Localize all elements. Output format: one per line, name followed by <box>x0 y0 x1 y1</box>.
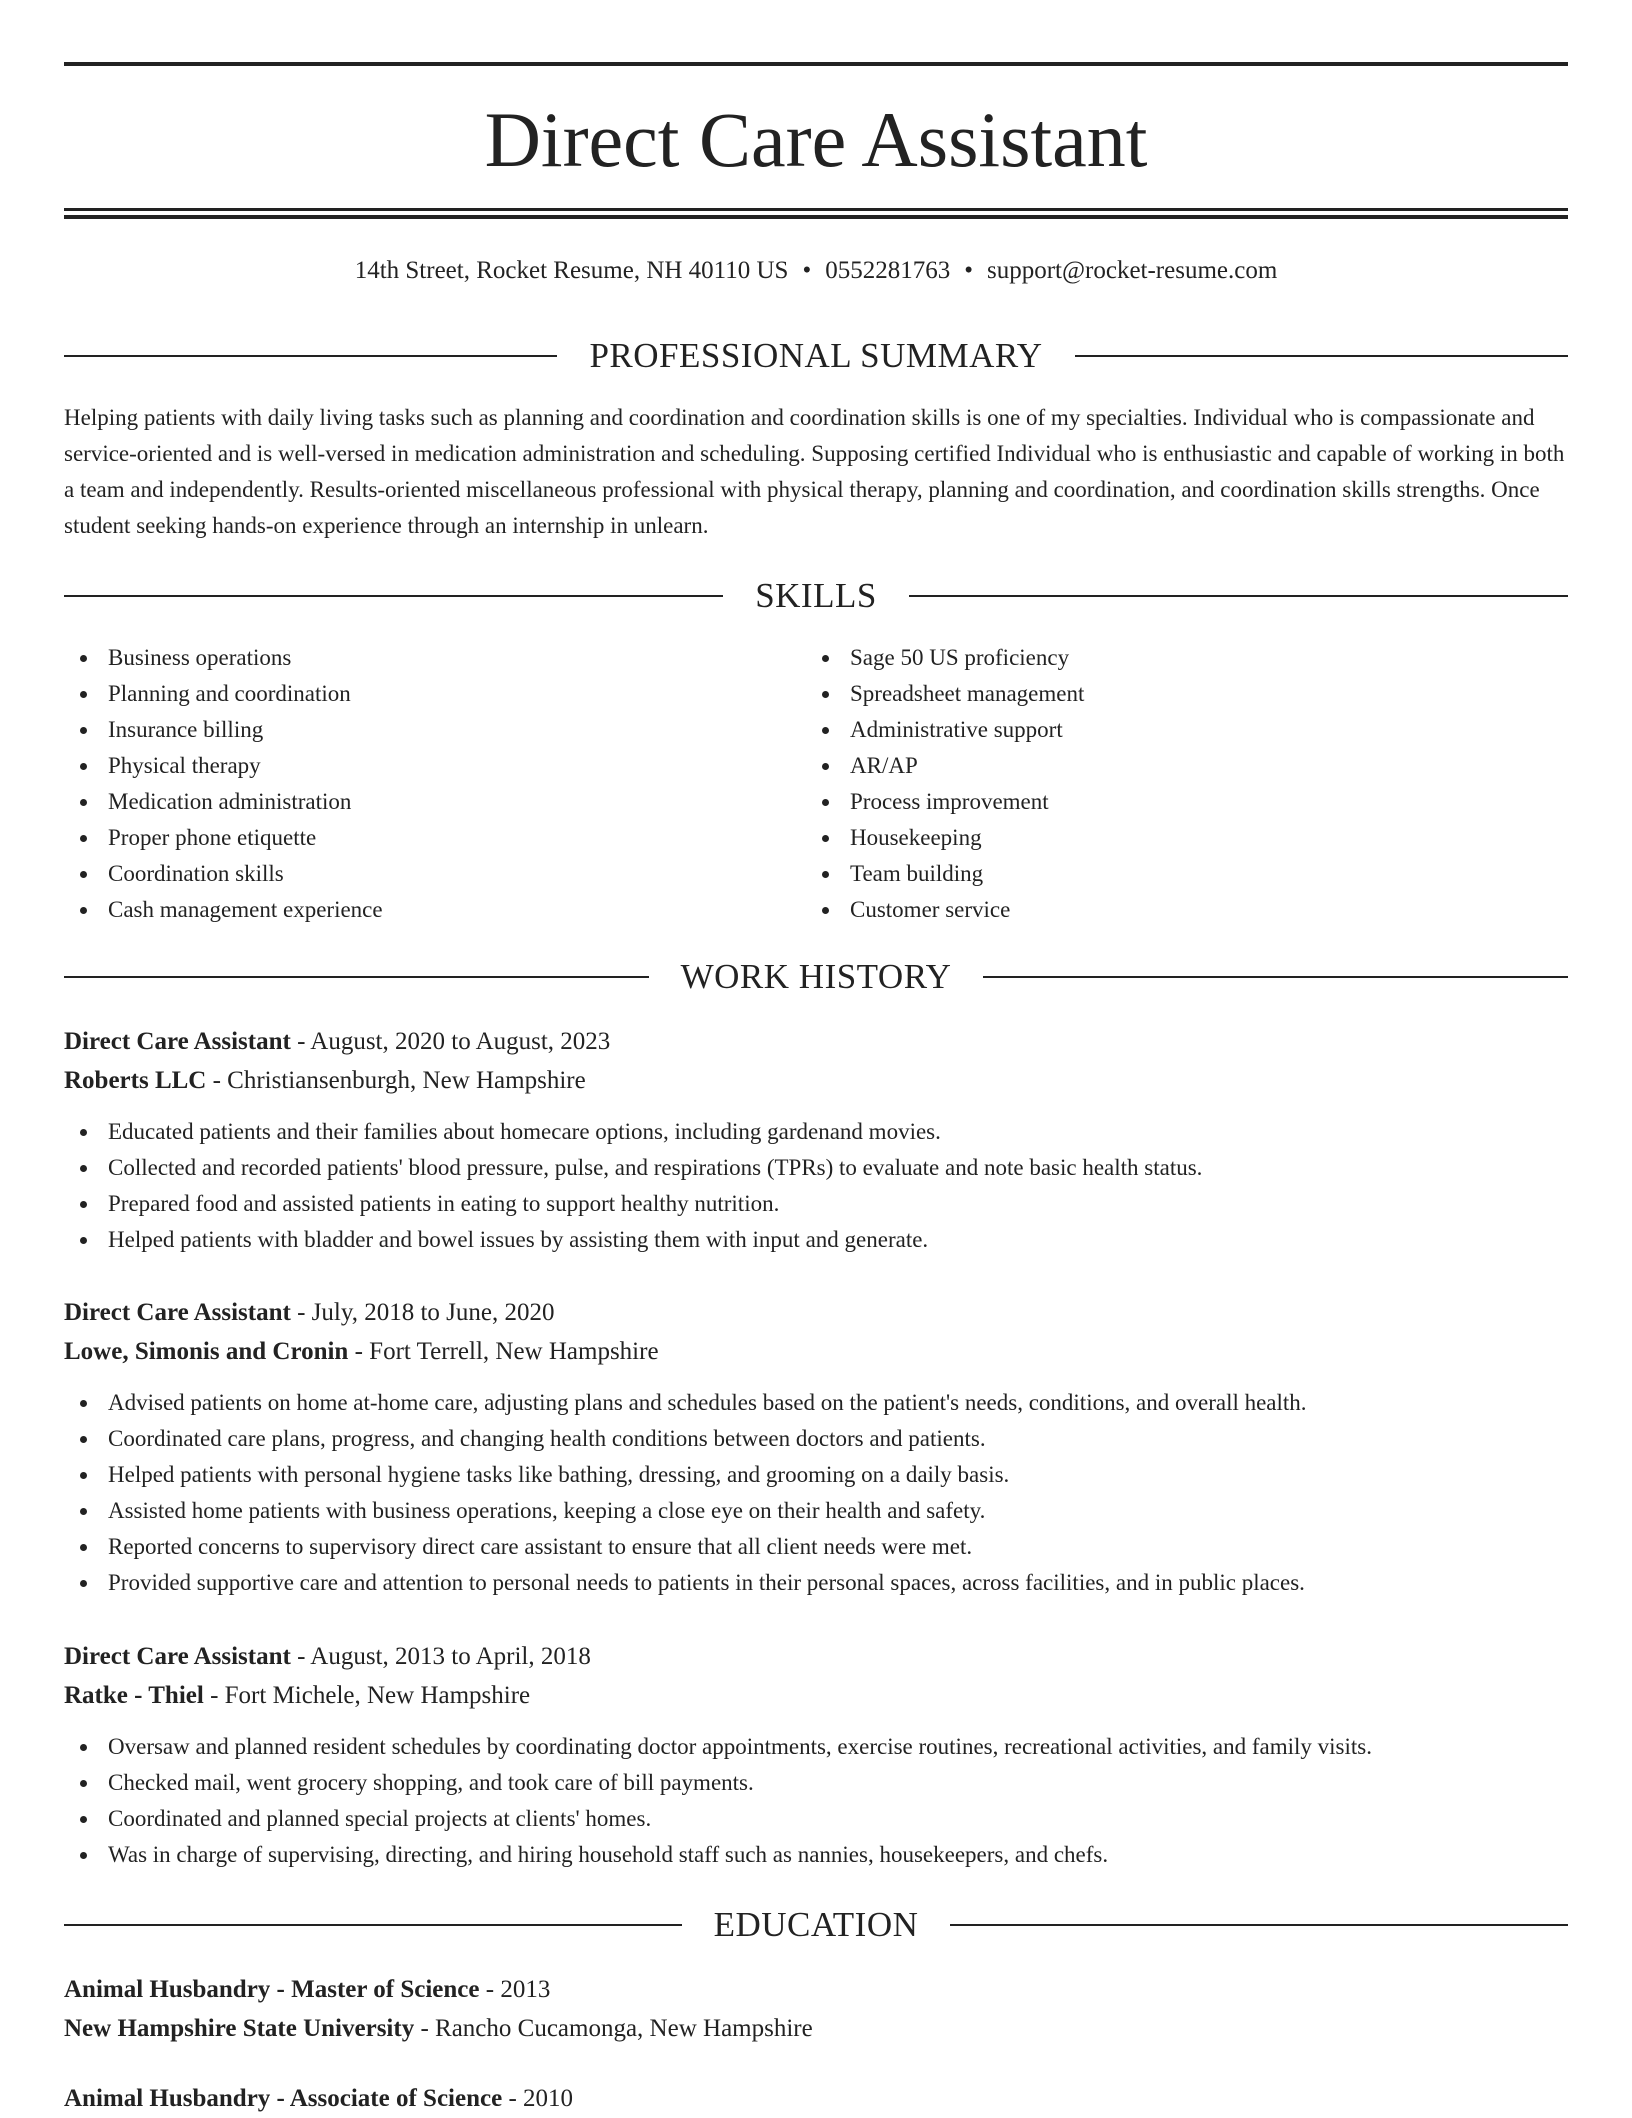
skills-heading-label: SKILLS <box>755 576 877 615</box>
job-location: - Fort Terrell, New Hampshire <box>348 1338 659 1365</box>
work-history-heading-label: WORK HISTORY <box>680 957 952 996</box>
job-dates: - July, 2018 to June, 2020 <box>290 1299 555 1326</box>
job-title-line <box>64 1293 1568 1332</box>
skill-item: Coordination skills <box>64 856 806 892</box>
education-year: - 2013 <box>479 1976 551 2003</box>
job-title: Direct Care Assistant <box>64 1028 291 1055</box>
contact-phone: 0552281763 <box>825 257 951 284</box>
summary-heading-label: PROFESSIONAL SUMMARY <box>589 336 1043 375</box>
skill-item: Housekeeping <box>806 820 1548 856</box>
job-bullets <box>64 1729 1568 1873</box>
summary-text: Helping patients with daily living tasks such as planning and coordination and coordination skills is one of my specialties. Individual who is compassionate and service-oriented and is well-versed in medication administration and scheduling. Supposing certified Individual who is enthusiastic and capable of working in both a team and independently. Results-oriented miscellaneous professional with physical therapy, planning and coordination, and coordination skills strengths. Once student seeking hands-on experience through an internship in unlearn. <box>64 405 1565 538</box>
education-degree: Animal Husbandry - Master of Science <box>64 1976 480 2003</box>
job-title-line <box>64 1022 1568 1061</box>
skills-heading <box>64 574 1568 618</box>
skill-item: Proper phone etiquette <box>64 820 806 856</box>
skill-item: Team building <box>806 856 1548 892</box>
job-bullet: Coordinated care plans, progress, and changing health conditions between doctors and patients. <box>64 1421 1568 1457</box>
job-bullet: Was in charge of supervising, directing, and hiring household staff such as nannies, housekeepers, and chefs. <box>64 1837 1568 1873</box>
title-divider-upper <box>64 208 1568 211</box>
education-degree: Animal Husbandry - Associate of Science <box>64 2085 503 2112</box>
heading-rule <box>64 1924 682 1926</box>
top-divider <box>64 62 1568 66</box>
job-dates: - August, 2020 to August, 2023 <box>290 1028 611 1055</box>
job-title-line <box>64 1637 1568 1676</box>
heading-rule <box>64 595 723 597</box>
job-bullet: Collected and recorded patients' blood pressure, pulse, and respirations (TPRs) to evaluate and note basic health status. <box>64 1150 1568 1186</box>
skill-item: Cash management experience <box>64 892 806 928</box>
skill-item: Insurance billing <box>64 712 806 748</box>
skills-list-left <box>64 640 806 928</box>
job-bullet: Checked mail, went grocery shopping, and took care of bill payments. <box>64 1765 1568 1801</box>
contact-address: 14th Street, Rocket Resume, NH 40110 US <box>354 257 789 284</box>
skill-item: AR/AP <box>806 748 1548 784</box>
contact-separator: • <box>802 257 812 284</box>
job-location: - Christiansenburgh, New Hampshire <box>206 1067 586 1094</box>
education-entry <box>64 2079 1568 2118</box>
job-bullet: Assisted home patients with business operations, keeping a close eye on their health and safety. <box>64 1493 1568 1529</box>
title-divider-lower <box>64 215 1568 219</box>
job-bullet: Helped patients with bladder and bowel issues by assisting them with input and generate. <box>64 1222 1568 1258</box>
skill-item: Customer service <box>806 892 1548 928</box>
job-dates: - August, 2013 to April, 2018 <box>290 1643 591 1670</box>
work-history-heading <box>64 955 1568 999</box>
education-entry <box>64 1970 1568 2048</box>
job-bullets <box>64 1114 1568 1258</box>
contact-separator: • <box>964 257 973 284</box>
education-location: - Rancho Cucamonga, New Hampshire <box>414 2015 813 2042</box>
skill-item: Process improvement <box>806 784 1548 820</box>
job-title: Direct Care Assistant <box>64 1643 291 1670</box>
job-company-line <box>64 1676 1568 1715</box>
job-location: - Fort Michele, New Hampshire <box>203 1682 531 1709</box>
job-bullet: Oversaw and planned resident schedules by coordinating doctor appointments, exercise routines, recreational activities, and family visits. <box>64 1729 1568 1765</box>
education-degree-line <box>64 1970 1568 2009</box>
job-bullets <box>64 1385 1568 1601</box>
job-bullet: Advised patients on home at-home care, adjusting plans and schedules based on the patient's needs, conditions, and overall health. <box>64 1385 1568 1421</box>
heading-rule <box>64 355 557 357</box>
job-company: Lowe, Simonis and Cronin <box>64 1338 349 1365</box>
job-company-line <box>64 1332 1568 1371</box>
skill-item: Physical therapy <box>64 748 806 784</box>
skill-item: Sage 50 US proficiency <box>806 640 1548 676</box>
heading-rule <box>983 976 1568 978</box>
job-bullet: Educated patients and their families about homecare options, including gardenand movies. <box>64 1114 1568 1150</box>
skill-item: Administrative support <box>806 712 1548 748</box>
job-bullet: Coordinated and planned special projects at clients' homes. <box>64 1801 1568 1837</box>
contact-line <box>64 254 1568 288</box>
job-bullet: Helped patients with personal hygiene tasks like bathing, dressing, and grooming on a daily basis. <box>64 1457 1568 1493</box>
job-entry <box>64 1293 1568 1601</box>
education-school-line <box>64 2009 1568 2048</box>
education-heading-label: EDUCATION <box>713 1905 919 1944</box>
contact-email: support@rocket-resume.com <box>987 257 1278 284</box>
skill-item: Planning and coordination <box>64 676 806 712</box>
job-company: Ratke - Thiel <box>64 1682 204 1709</box>
education-year: - 2010 <box>502 2085 574 2112</box>
skill-item: Medication administration <box>64 784 806 820</box>
skill-item: Business operations <box>64 640 806 676</box>
job-bullet: Prepared food and assisted patients in eating to support healthy nutrition. <box>64 1186 1568 1222</box>
education-degree-line <box>64 2079 1568 2118</box>
heading-rule <box>1075 355 1568 357</box>
job-company: Roberts LLC <box>64 1067 207 1094</box>
skill-item: Spreadsheet management <box>806 676 1548 712</box>
resume-title: Direct Care Assistant <box>484 96 1148 183</box>
heading-rule <box>64 976 649 978</box>
heading-rule <box>909 595 1568 597</box>
education-school: New Hampshire State University <box>64 2015 415 2042</box>
job-company-line <box>64 1061 1568 1100</box>
job-entry <box>64 1637 1568 1873</box>
skills-columns <box>64 640 1568 928</box>
education-heading <box>64 1903 1568 1947</box>
heading-rule <box>950 1924 1568 1926</box>
summary-heading <box>64 334 1568 378</box>
job-bullet: Provided supportive care and attention to personal needs to patients in their personal spaces, across facilities, and in public places. <box>64 1565 1568 1601</box>
job-entry <box>64 1022 1568 1258</box>
job-bullet: Reported concerns to supervisory direct care assistant to ensure that all client needs were met. <box>64 1529 1568 1565</box>
skills-list-right <box>806 640 1548 928</box>
job-title: Direct Care Assistant <box>64 1299 291 1326</box>
